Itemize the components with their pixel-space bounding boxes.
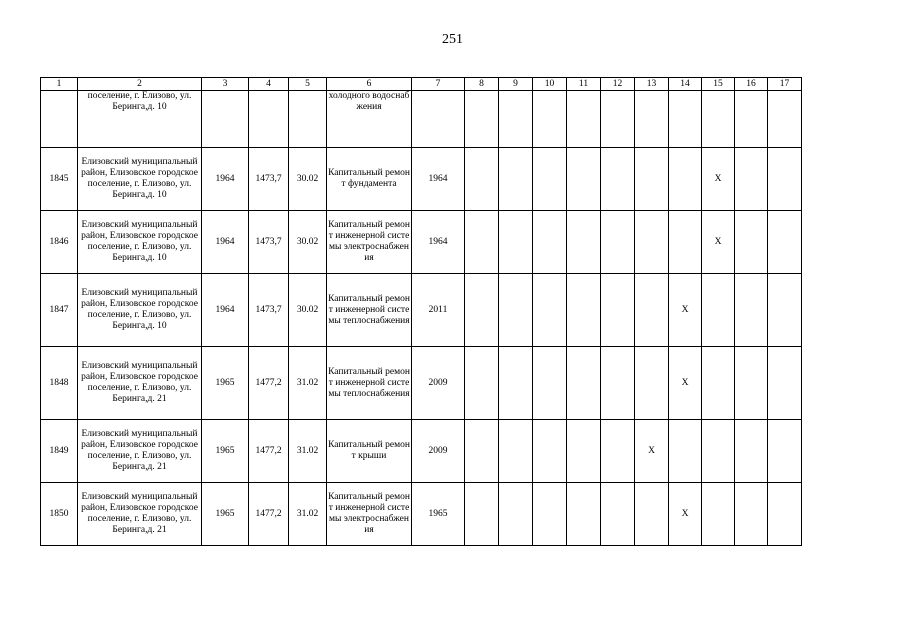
empty-cell xyxy=(533,483,567,546)
address-cell: поселение, г. Елизово, ул. Беринга,д. 10 xyxy=(78,91,202,148)
mark-cell: X xyxy=(669,274,702,347)
column-number: 5 xyxy=(289,78,327,91)
empty-cell xyxy=(735,274,768,347)
empty-cell xyxy=(465,274,499,347)
column-number: 16 xyxy=(735,78,768,91)
empty-cell xyxy=(533,211,567,274)
table-row xyxy=(41,211,802,274)
table-body xyxy=(41,78,802,546)
year-built-cell: 1965 xyxy=(202,347,249,420)
mark-cell: X xyxy=(635,420,669,483)
area-cell: 1473,7 xyxy=(249,148,289,211)
value-cell: 31.02 xyxy=(289,347,327,420)
work-type-cell: Капитальный ремонт инженерной системы электроснабжения xyxy=(327,483,412,546)
mark-cell: X xyxy=(669,347,702,420)
area-cell: 1473,7 xyxy=(249,211,289,274)
column-number-row xyxy=(41,78,802,91)
empty-cell xyxy=(567,148,601,211)
empty-cell xyxy=(669,91,702,148)
year-cell: 2009 xyxy=(412,347,465,420)
empty-cell xyxy=(601,483,635,546)
column-number: 2 xyxy=(78,78,202,91)
row-number-cell: 1846 xyxy=(41,211,78,274)
empty-cell xyxy=(669,148,702,211)
year-cell: 1964 xyxy=(412,211,465,274)
empty-cell xyxy=(533,148,567,211)
empty-cell xyxy=(533,91,567,148)
empty-cell xyxy=(567,211,601,274)
work-type-cell: Капитальный ремонт крыши xyxy=(327,420,412,483)
year-cell: 2011 xyxy=(412,274,465,347)
empty-cell xyxy=(635,148,669,211)
empty-cell xyxy=(567,274,601,347)
empty-cell xyxy=(567,347,601,420)
empty-cell xyxy=(533,420,567,483)
area-cell: 1477,2 xyxy=(249,347,289,420)
empty-cell xyxy=(601,420,635,483)
page-number: 251 xyxy=(442,32,463,47)
empty-cell xyxy=(412,91,465,148)
empty-cell xyxy=(601,347,635,420)
empty-cell xyxy=(465,211,499,274)
empty-cell xyxy=(768,347,802,420)
empty-cell xyxy=(669,420,702,483)
empty-cell xyxy=(635,274,669,347)
column-number: 11 xyxy=(567,78,601,91)
table-row xyxy=(41,274,802,347)
empty-cell xyxy=(702,347,735,420)
empty-cell xyxy=(465,148,499,211)
empty-cell xyxy=(768,148,802,211)
column-number: 9 xyxy=(499,78,533,91)
work-type-cell: Капитальный ремонт фундамента xyxy=(327,148,412,211)
empty-cell xyxy=(702,274,735,347)
year-built-cell: 1965 xyxy=(202,420,249,483)
empty-cell xyxy=(202,91,249,148)
empty-cell xyxy=(499,91,533,148)
value-cell: 30.02 xyxy=(289,211,327,274)
empty-cell xyxy=(735,211,768,274)
empty-cell xyxy=(702,91,735,148)
address-cell: Елизовский муниципальный район, Елизовское городское поселение, г. Елизово, ул. Беринга,д. 21 xyxy=(78,420,202,483)
empty-cell xyxy=(702,483,735,546)
empty-cell xyxy=(533,274,567,347)
works-table xyxy=(40,77,802,546)
empty-cell xyxy=(635,347,669,420)
column-number: 3 xyxy=(202,78,249,91)
empty-cell xyxy=(735,420,768,483)
empty-cell xyxy=(735,148,768,211)
empty-cell xyxy=(601,148,635,211)
empty-cell xyxy=(567,483,601,546)
area-cell: 1477,2 xyxy=(249,483,289,546)
empty-cell xyxy=(601,211,635,274)
year-built-cell: 1964 xyxy=(202,274,249,347)
empty-cell xyxy=(499,420,533,483)
column-number: 17 xyxy=(768,78,802,91)
work-type-cell: Капитальный ремонт инженерной системы теплоснабжения xyxy=(327,274,412,347)
year-built-cell: 1965 xyxy=(202,483,249,546)
empty-cell xyxy=(702,420,735,483)
empty-cell xyxy=(635,483,669,546)
value-cell: 31.02 xyxy=(289,483,327,546)
year-built-cell: 1964 xyxy=(202,148,249,211)
address-cell: Елизовский муниципальный район, Елизовское городское поселение, г. Елизово, ул. Беринга,д. 10 xyxy=(78,148,202,211)
value-cell: 30.02 xyxy=(289,148,327,211)
year-cell: 1964 xyxy=(412,148,465,211)
empty-cell xyxy=(735,347,768,420)
column-number: 10 xyxy=(533,78,567,91)
empty-cell xyxy=(768,274,802,347)
empty-cell xyxy=(465,420,499,483)
mark-cell: X xyxy=(702,211,735,274)
column-number: 8 xyxy=(465,78,499,91)
empty-cell xyxy=(465,91,499,148)
empty-cell xyxy=(249,91,289,148)
work-type-cell: Капитальный ремонт инженерной системы теплоснабжения xyxy=(327,347,412,420)
table-row xyxy=(41,148,802,211)
empty-cell xyxy=(635,91,669,148)
column-number: 1 xyxy=(41,78,78,91)
year-cell: 2009 xyxy=(412,420,465,483)
table-row xyxy=(41,420,802,483)
empty-cell xyxy=(567,91,601,148)
value-cell: 31.02 xyxy=(289,420,327,483)
table-row xyxy=(41,483,802,546)
empty-cell xyxy=(499,274,533,347)
address-cell: Елизовский муниципальный район, Елизовское городское поселение, г. Елизово, ул. Беринга,д. 21 xyxy=(78,347,202,420)
empty-cell xyxy=(499,148,533,211)
column-number: 7 xyxy=(412,78,465,91)
empty-cell xyxy=(669,211,702,274)
value-cell: 30.02 xyxy=(289,274,327,347)
address-cell: Елизовский муниципальный район, Елизовское городское поселение, г. Елизово, ул. Беринга,д. 10 xyxy=(78,274,202,347)
row-number-cell: 1848 xyxy=(41,347,78,420)
empty-cell xyxy=(601,91,635,148)
empty-cell xyxy=(567,420,601,483)
address-cell: Елизовский муниципальный район, Елизовское городское поселение, г. Елизово, ул. Беринга,д. 21 xyxy=(78,483,202,546)
empty-cell xyxy=(768,211,802,274)
empty-cell xyxy=(768,483,802,546)
continuation-row xyxy=(41,91,802,148)
area-cell: 1477,2 xyxy=(249,420,289,483)
address-cell: Елизовский муниципальный район, Елизовское городское поселение, г. Елизово, ул. Беринга,д. 10 xyxy=(78,211,202,274)
column-number: 12 xyxy=(601,78,635,91)
column-number: 13 xyxy=(635,78,669,91)
mark-cell: X xyxy=(669,483,702,546)
empty-cell xyxy=(768,420,802,483)
empty-cell xyxy=(465,347,499,420)
empty-cell xyxy=(499,483,533,546)
empty-cell xyxy=(499,347,533,420)
empty-cell xyxy=(499,211,533,274)
empty-cell xyxy=(735,483,768,546)
mark-cell: X xyxy=(702,148,735,211)
empty-cell xyxy=(735,91,768,148)
empty-cell xyxy=(289,91,327,148)
empty-cell xyxy=(533,347,567,420)
empty-cell xyxy=(465,483,499,546)
empty-cell xyxy=(635,211,669,274)
row-number-cell: 1845 xyxy=(41,148,78,211)
year-built-cell: 1964 xyxy=(202,211,249,274)
empty-cell xyxy=(768,91,802,148)
year-cell: 1965 xyxy=(412,483,465,546)
column-number: 4 xyxy=(249,78,289,91)
row-number-cell: 1847 xyxy=(41,274,78,347)
work-type-cell: Капитальный ремонт инженерной системы электроснабжения xyxy=(327,211,412,274)
column-number: 14 xyxy=(669,78,702,91)
empty-cell xyxy=(41,91,78,148)
empty-cell xyxy=(601,274,635,347)
row-number-cell: 1850 xyxy=(41,483,78,546)
column-number: 15 xyxy=(702,78,735,91)
row-number-cell: 1849 xyxy=(41,420,78,483)
work-type-cell: холодного водоснабжения xyxy=(327,91,412,148)
column-number: 6 xyxy=(327,78,412,91)
area-cell: 1473,7 xyxy=(249,274,289,347)
table-row xyxy=(41,347,802,420)
